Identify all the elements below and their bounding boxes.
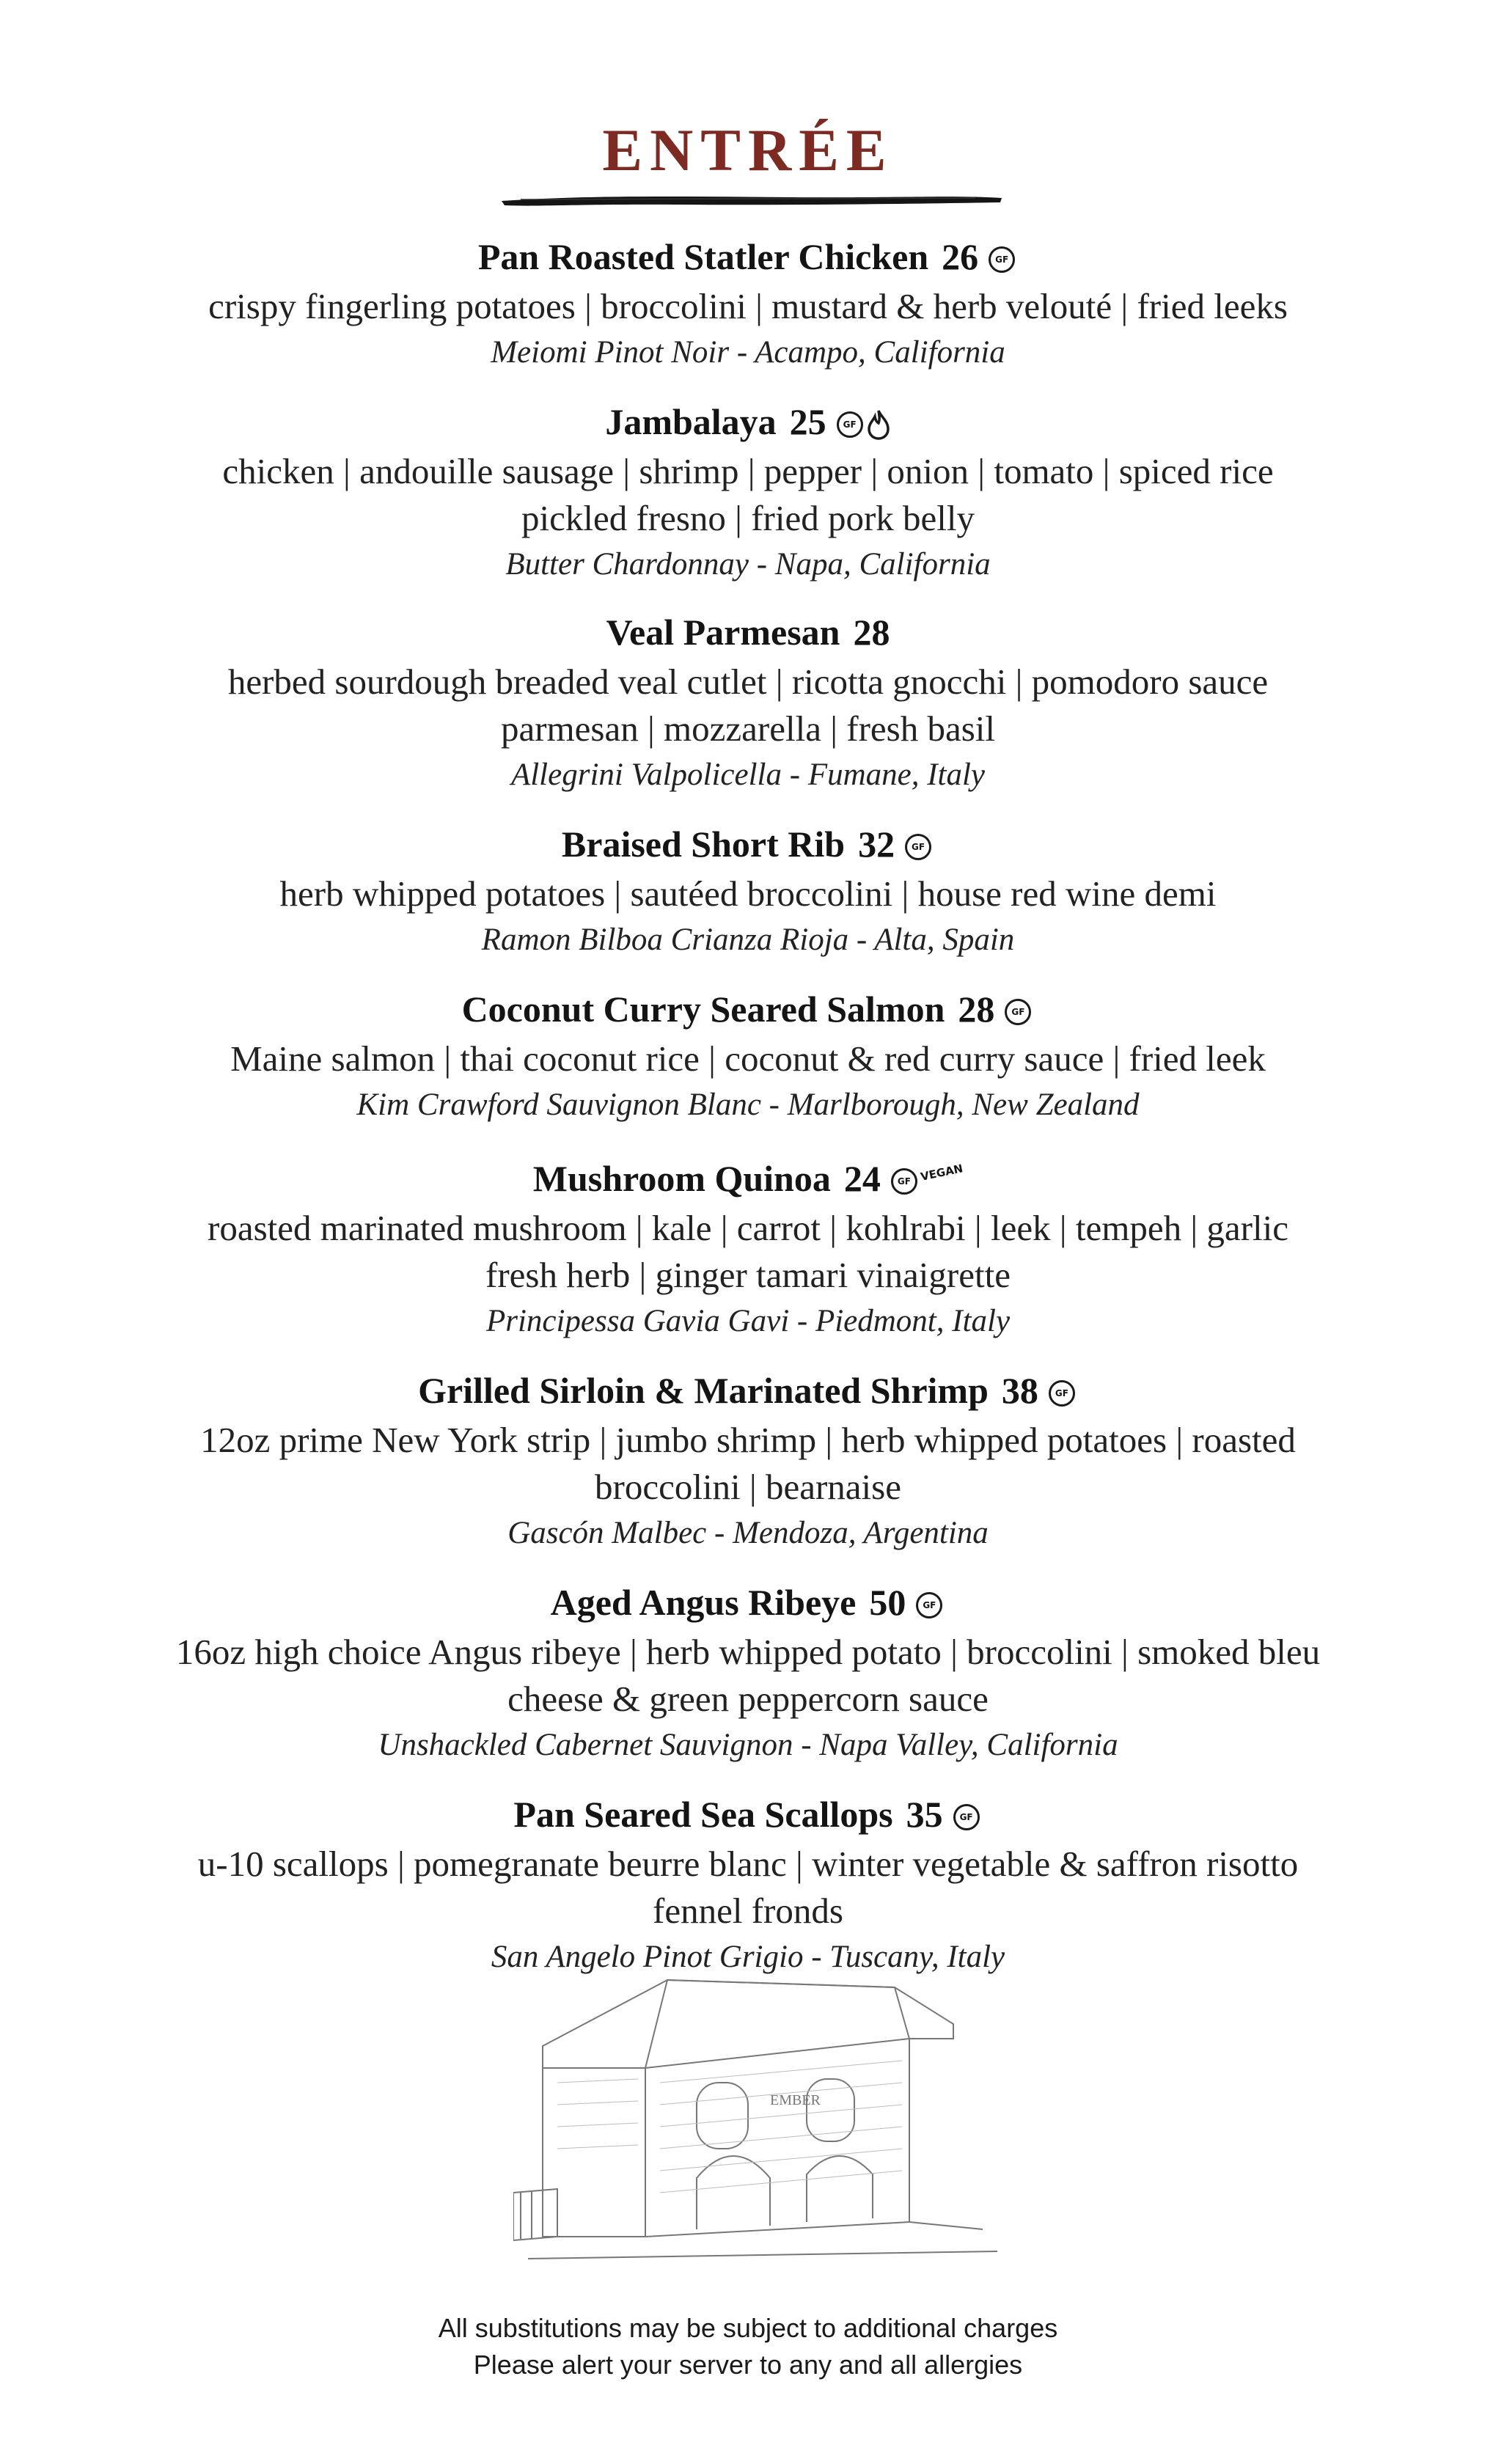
dish-description: pickled fresno | fried pork belly (521, 498, 975, 538)
footer-line: All substitutions may be subject to additional charges (438, 2313, 1058, 2343)
dish-price: 28 (853, 612, 890, 653)
wine-pairing: San Angelo Pinot Grigio - Tuscany, Italy (491, 1940, 1005, 1974)
dish-name: Aged Angus Ribeye (550, 1582, 857, 1623)
dish-description: roasted marinated mushroom | kale | carrot | kohlrabi | leek | tempeh | garlic (208, 1208, 1288, 1248)
building-sign: EMBER (770, 2092, 821, 2108)
menu-item (95, 1786, 1401, 1980)
dish-name: Braised Short Rib (561, 824, 846, 865)
menu-item (95, 1363, 1401, 1556)
wine-pairing: Kim Crawford Sauvignon Blanc - Marlborough, New Zealand (356, 1088, 1140, 1122)
dish-name: Grilled Sirloin & Marinated Shrimp (418, 1370, 989, 1411)
dietary-badges (1049, 1363, 1078, 1415)
dietary-badges (837, 394, 891, 447)
dietary-badges (916, 1574, 945, 1627)
wine-pairing: Principessa Gavia Gavi - Piedmont, Italy (485, 1304, 1011, 1338)
spicy-flame-icon (866, 409, 891, 440)
menu-list (95, 229, 1401, 1998)
menu-item-title (95, 816, 1401, 870)
dietary-badges (953, 1786, 983, 1839)
menu-item (95, 394, 1401, 587)
dish-price: 25 (789, 401, 826, 442)
dietary-badges (989, 229, 1018, 282)
menu-item-title (95, 606, 1401, 659)
menu-item (95, 981, 1401, 1128)
dish-description: parmesan | mozzarella | fresh basil (500, 708, 995, 749)
gluten-free-icon: GF (1049, 1380, 1075, 1407)
dish-name: Veal Parmesan (606, 612, 840, 653)
dish-price: 32 (858, 824, 895, 865)
footer-notice (0, 2310, 1496, 2383)
dish-price: 38 (1001, 1370, 1038, 1411)
menu-item-title (95, 1786, 1401, 1841)
dish-description: 16oz high choice Angus ribeye | herb whipped potato | broccolini | smoked bleu (175, 1632, 1321, 1672)
menu-item (95, 606, 1401, 798)
gluten-free-icon: GF (916, 1592, 942, 1618)
dietary-badges (905, 816, 934, 869)
menu-item-title (95, 981, 1401, 1035)
menu-item-title (95, 1574, 1401, 1629)
menu-item (95, 816, 1401, 963)
dish-name: Pan Seared Sea Scallops (513, 1794, 893, 1835)
wine-pairing: Meiomi Pinot Noir - Acampo, California (491, 335, 1005, 370)
wine-pairing: Unshackled Cabernet Sauvignon - Napa Valley, California (378, 1728, 1118, 1762)
dish-description: fennel fronds (653, 1891, 843, 1931)
dietary-badges (891, 1146, 963, 1203)
vegan-badge: VEGAN (919, 1162, 964, 1184)
dish-price: 35 (906, 1794, 943, 1835)
dish-name: Mushroom Quinoa (532, 1158, 831, 1199)
brush-stroke-divider (499, 191, 1005, 208)
wine-pairing: Butter Chardonnay - Napa, California (505, 547, 991, 582)
menu-item-title (95, 1363, 1401, 1417)
gluten-free-icon: GF (989, 246, 1015, 273)
menu-item (95, 229, 1401, 375)
gluten-free-icon: GF (905, 834, 931, 860)
footer-line: Please alert your server to any and all allergies (473, 2350, 1023, 2380)
dish-description: herbed sourdough breaded veal cutlet | ricotta gnocchi | pomodoro sauce (227, 661, 1269, 702)
dietary-badges (1005, 981, 1034, 1034)
gluten-free-icon: GF (837, 411, 863, 438)
menu-item (95, 1146, 1401, 1344)
wine-pairing: Allegrini Valpolicella - Fumane, Italy (510, 758, 986, 792)
wine-pairing: Ramon Bilboa Crianza Rioja - Alta, Spain (481, 923, 1015, 957)
dish-price: 26 (942, 236, 979, 277)
dish-name: Pan Roasted Statler Chicken (477, 236, 929, 277)
dish-description: u-10 scallops | pomegranate beurre blanc | winter vegetable & saffron risotto (197, 1844, 1299, 1884)
menu-item-title (95, 229, 1401, 283)
dish-price: 28 (958, 989, 995, 1030)
gluten-free-icon: GF (891, 1168, 917, 1195)
dish-name: Coconut Curry Seared Salmon (461, 989, 945, 1030)
dish-description: cheese & green peppercorn sauce (507, 1679, 989, 1719)
dish-description: crispy fingerling potatoes | broccolini | mustard & herb velouté | fried leeks (208, 286, 1288, 326)
dish-description: Maine salmon | thai coconut rice | coconut & red curry sauce | fried leek (230, 1038, 1266, 1079)
gluten-free-icon: GF (1005, 999, 1031, 1025)
dish-name: Jambalaya (605, 401, 777, 442)
dish-description: fresh herb | ginger tamari vinaigrette (485, 1255, 1011, 1295)
menu-item-title (95, 1146, 1401, 1205)
menu-item (95, 1574, 1401, 1768)
wine-pairing: Gascón Malbec - Mendoza, Argentina (507, 1516, 989, 1550)
dish-price: 50 (869, 1582, 906, 1623)
dish-description: chicken | andouille sausage | shrimp | pepper | onion | tomato | spiced rice (222, 451, 1274, 491)
dish-description: 12oz prime New York strip | jumbo shrimp | herb whipped potatoes | roasted (200, 1420, 1296, 1460)
dish-description: broccolini | bearnaise (595, 1467, 901, 1507)
dish-price: 24 (843, 1158, 881, 1199)
building-illustration (513, 1958, 1012, 2266)
menu-item-title (95, 394, 1401, 448)
gluten-free-icon: GF (953, 1804, 980, 1830)
dish-description: herb whipped potatoes | sautéed broccolini | house red wine demi (279, 873, 1217, 914)
section-heading: ENTRÉE (602, 117, 894, 183)
